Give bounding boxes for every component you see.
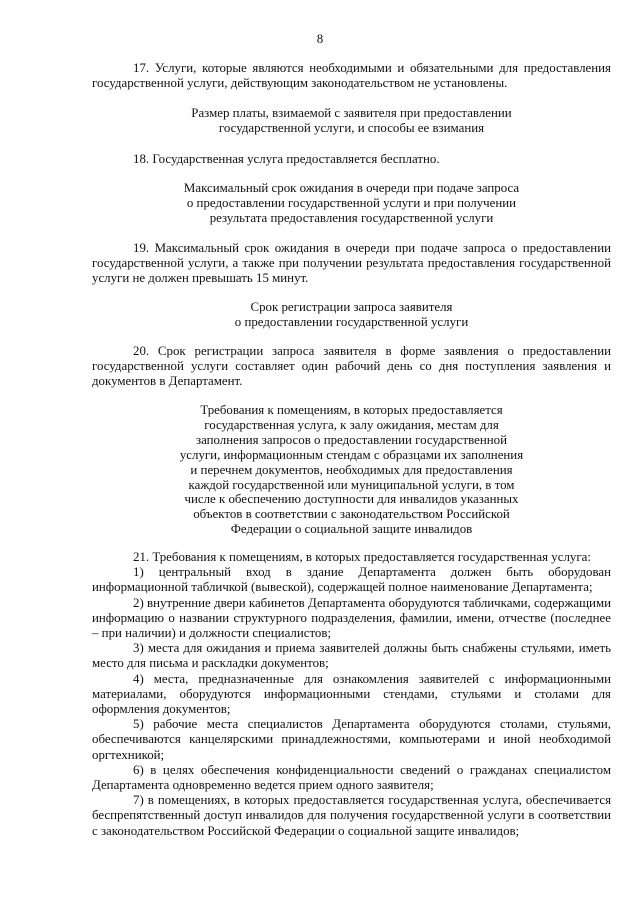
- heading-premises-requirements: [92, 403, 611, 537]
- heading-line: Срок регистрации запроса заявителя: [250, 300, 453, 314]
- paragraph-19: [92, 241, 611, 287]
- heading-line: государственной услуги, и способы ее взимания: [218, 121, 485, 136]
- paragraph-text: 17. Услуги, которые являются необходимыми и обязательными для предоставления государственной услуги, действующим законодательством не установлены.: [92, 61, 611, 91]
- heading-wait-time: [92, 181, 611, 227]
- list-item: 2) внутренние двери кабинетов Департамента оборудуются табличками, содержащими информацию о названии структурного подразделения, фамилии, имени, отчестве (последнее – при наличии) и должности специалистов;: [92, 595, 611, 641]
- heading-fee: [92, 106, 611, 136]
- page-number: 8: [316, 32, 324, 46]
- heading-line: о предоставлении государственной услуги и при получении: [186, 196, 517, 211]
- list-item: 3) места для ожидания и приема заявителей должны быть снабжены стульями, иметь место для письма и раскладки документов;: [92, 641, 611, 671]
- paragraph-text: 18. Государственная услуга предоставляется бесплатно.: [133, 152, 440, 166]
- heading-line: услуги, информационным стендам с образцами их заполнения: [179, 447, 524, 462]
- list-item: 6) в целях обеспечения конфиденциальности сведений о гражданах специалистом Департамента одновременно ведется прием одного заявителя;: [92, 762, 611, 793]
- heading-line: Максимальный срок ожидания в очереди при подаче запроса: [183, 181, 520, 195]
- heading-line: о предоставлении государственной услуги: [234, 315, 469, 330]
- paragraph-18: [92, 152, 611, 167]
- heading-registration: [92, 300, 611, 330]
- heading-line: объектов в соответствии с законодательством Российской: [193, 507, 510, 522]
- paragraph-text: 19. Максимальный срок ожидания в очереди при подаче запроса о предоставлении государственной услуги, а также при получении результата предоставления государственной услуги не должен превышать 15 минут.: [92, 241, 611, 286]
- heading-line: заполнения запросов о предоставлении государственной: [195, 432, 508, 447]
- heading-line: каждой государственной или муниципальной услуги, в том: [188, 477, 515, 492]
- heading-line: Размер платы, взимаемой с заявителя при предоставлении: [191, 106, 512, 120]
- heading-line: и перечнем документов, необходимых для предоставления: [190, 462, 513, 477]
- list-item: 21. Требования к помещениям, в которых предоставляется государственная услуга:: [133, 550, 591, 564]
- heading-line: государственная услуга, к залу ожидания, местам для: [204, 417, 499, 432]
- list-item: 4) места, предназначенные для ознакомления заявителей с информационными материалами, оборудуются информационными стендами, стульями и столами для оформления документов;: [92, 671, 611, 717]
- list-item: 5) рабочие места специалистов Департамента оборудуются столами, стульями, обеспечиваются канцелярскими принадлежностями, компьютерами и иной необходимой оргтехникой;: [92, 717, 611, 762]
- list-item: 7) в помещениях, в которых предоставляется государственная услуга, обеспечивается беспрепятственный доступ инвалидов для получения государственной услуги в соответствии с законодательством Российской Федерации о социальной защите инвалидов;: [92, 793, 611, 838]
- heading-line: числе к обеспечению доступности для инвалидов указанных: [184, 492, 519, 507]
- paragraph-17: [92, 61, 611, 91]
- heading-line: Требования к помещениям, в которых предоставляется: [200, 403, 503, 417]
- heading-line: результата предоставления государственной услуги: [209, 211, 494, 226]
- paragraph-21: [92, 550, 611, 839]
- list-item: 1) центральный вход в здание Департамента должен быть оборудован информационной табличкой (вывеской), содержащей полное наименование Департамента;: [92, 565, 611, 595]
- paragraph-20: [92, 344, 611, 390]
- heading-line: Федерации о социальной защите инвалидов: [230, 522, 473, 537]
- paragraph-text: 20. Срок регистрации запроса заявителя в форме заявления о предоставлении государственной услуги составляет один рабочий день со дня поступления заявления и документов в Департамент.: [92, 344, 611, 389]
